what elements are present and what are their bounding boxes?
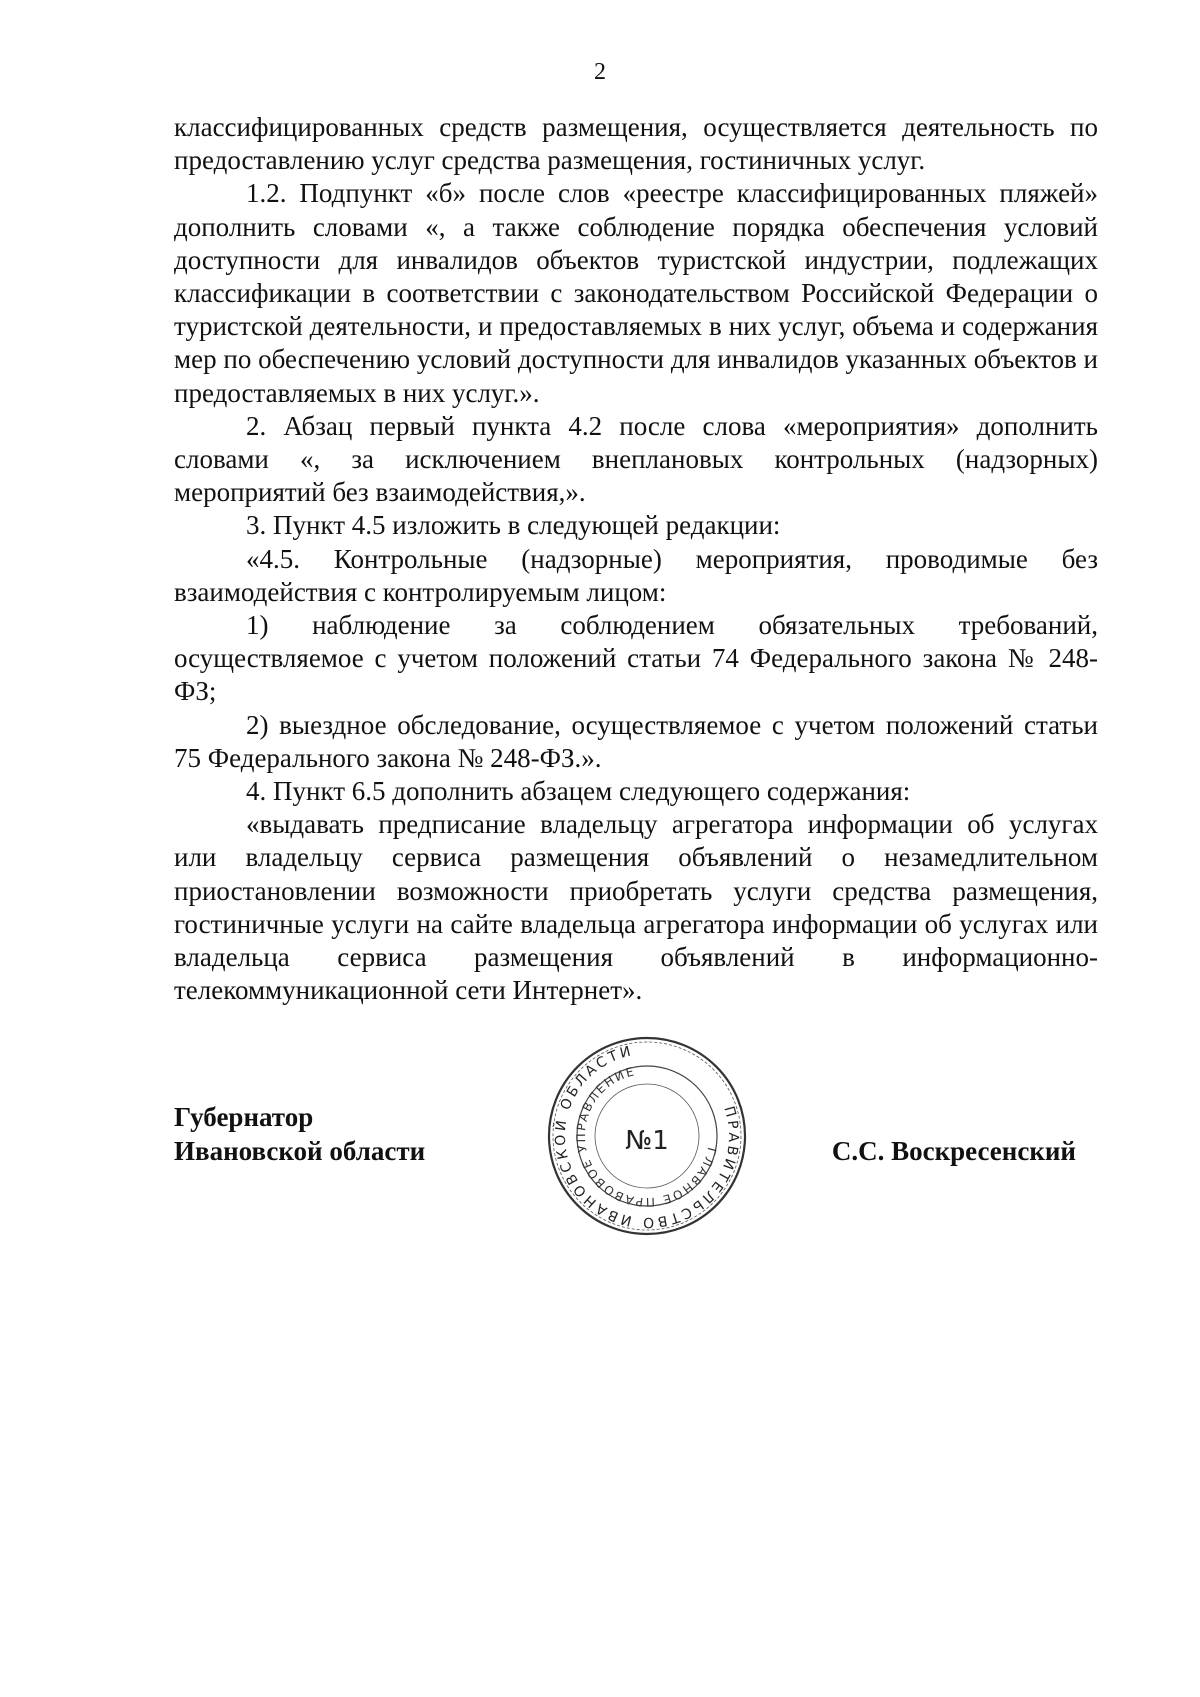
page-number: 2 — [594, 59, 606, 85]
signatory-position — [174, 1100, 425, 1168]
signatory-position-line1: Губернатор — [174, 1102, 314, 1132]
paragraph: 1.2. Подпункт «б» после слов «реестре классифицированных пляжей» дополнить словами «, а также соблюдение порядка обеспечения условий доступности для инвалидов объектов туристской индустрии, подлежащих классификации в соответствии с законодательством Российской Федерации о туристской деятельности, и предоставляемых в них услуг, объема и содержания мер по обеспечению условий доступности для инвалидов указанных объектов и предоставляемых в них услуг.». — [174, 178, 1098, 408]
paragraph: 2) выездное обследование, осуществляемое с учетом положений статьи 75 Федерального закона № 248-ФЗ.». — [174, 709, 1098, 773]
paragraph: 3. Пункт 4.5 изложить в следующей редакции: — [246, 510, 781, 541]
signatory-name: С.С. Воскресенский — [831, 1136, 1076, 1166]
document-body — [174, 111, 1098, 1007]
stamp-center-text: №1 — [625, 1126, 669, 1156]
official-stamp — [544, 1033, 750, 1239]
paragraph: классифицированных средств размещения, осуществляется деятельность по предоставлению услуг средства размещения, гостиничных услуг. — [174, 112, 1098, 176]
paragraph: «выдавать предписание владельцу агрегатора информации об услугах или владельцу сервиса размещения объявлений о незамедлительном приостановлении возможности приобретать услуги средства размещения, гостиничные услуги на сайте владельца агрегатора информации об услугах или владельца сервиса размещения объявлений в информационно-телекоммуникационной сети Интернет». — [174, 809, 1098, 1006]
paragraph: 2. Абзац первый пункта 4.2 после слова «мероприятия» дополнить словами «, за исключением внеплановых контрольных (надзорных) мероприятий без взаимодействия,». — [174, 410, 1098, 508]
stamp-outer-text: ПРАВИТЕЛЬСТВО ИВАНОВСКОЙ ОБЛАСТИ — [552, 1043, 742, 1231]
signatory-position-line2: Ивановской области — [174, 1136, 426, 1166]
paragraph: 4. Пункт 6.5 дополнить абзацем следующего содержания: — [246, 776, 911, 807]
stamp-inner-text: ГЛАВНОЕ ПРАВОВОЕ УПРАВЛЕНИЕ — [573, 1064, 719, 1210]
paragraph: «4.5. Контрольные (надзорные) мероприятия, проводимые без взаимодействия с контролируемым лицом: — [174, 543, 1098, 607]
paragraph: 1) наблюдение за соблюдением обязательных требований, осуществляемое с учетом положений статьи 74 Федерального закона № 248-ФЗ; — [174, 610, 1098, 707]
